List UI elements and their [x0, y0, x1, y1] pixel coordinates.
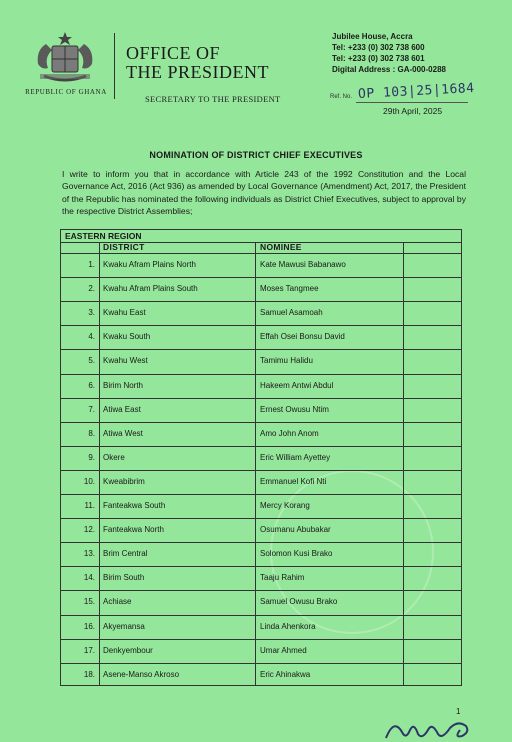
row-number: 15. [83, 597, 95, 607]
row-number: 4. [88, 332, 95, 342]
table-row [61, 398, 461, 422]
table-row [61, 301, 461, 325]
table-row [61, 422, 461, 446]
district-cell: Birim North [103, 380, 144, 390]
row-number: 10. [83, 476, 95, 486]
nominee-cell: Umar Ahmed [260, 645, 307, 655]
row-number: 18. [83, 669, 95, 679]
row-number: 8. [88, 428, 95, 438]
district-cell: Kwaku Afram Plains North [103, 260, 196, 269]
row-number: 16. [83, 621, 95, 631]
district-cell: Akyemansa [103, 621, 145, 631]
nominee-cell: Eric William Ayettey [260, 452, 331, 462]
nominee-cell: Amo John Anom [260, 428, 319, 438]
table-row [61, 494, 461, 518]
district-cell: Achiase [103, 597, 132, 607]
district-cell: Kwahu East [103, 308, 146, 318]
table-row [61, 349, 461, 373]
secretary-label: SECRETARY TO THE PRESIDENT [145, 94, 281, 104]
republic-label: REPUBLIC OF GHANA [25, 88, 107, 96]
address-line: Tel: +233 (0) 302 738 601 [332, 54, 425, 63]
row-number: 6. [88, 380, 95, 390]
nominee-cell: Osumanu Abubakar [260, 525, 331, 535]
district-cell: Birim South [103, 573, 145, 583]
district-cell: Kwahu Afram Plains South [103, 284, 198, 294]
letter-date: 29th April, 2025 [383, 106, 443, 116]
row-number: 17. [83, 645, 95, 655]
address-line: Tel: +233 (0) 302 738 600 [332, 43, 425, 52]
table-body [61, 253, 461, 685]
district-cell: Okere [103, 452, 125, 462]
page-number: 1 [456, 707, 461, 716]
district-cell: Fanteakwa North [103, 525, 164, 535]
table-row [61, 470, 461, 494]
table-row [61, 663, 461, 687]
district-cell: Atiwa East [103, 404, 141, 414]
row-number: 12. [83, 525, 95, 535]
row-number: 1. [88, 260, 95, 269]
office-title: OFFICE OF THE PRESIDENT [126, 43, 269, 82]
district-cell: Kwaku South [103, 332, 151, 342]
table-row [61, 566, 461, 590]
ref-number: OP 103|25|1684 [357, 80, 475, 103]
district-cell: Kweabibrim [103, 476, 145, 486]
address-line: Digital Address : GA-000-0288 [332, 65, 446, 74]
table-row [61, 253, 461, 277]
nominee-cell: Kate Mawusi Babanawo [260, 260, 346, 269]
letter-subject: NOMINATION OF DISTRICT CHIEF EXECUTIVES [149, 150, 363, 160]
row-number: 14. [83, 573, 95, 583]
column-header-nominee: NOMINEE [260, 242, 302, 252]
table-row [61, 277, 461, 301]
district-cell: Kwahu West [103, 356, 148, 366]
row-number: 2. [88, 284, 95, 294]
nominee-cell: Mercy Korang [260, 501, 310, 510]
nominee-cell: Taaju Rahim [260, 573, 305, 583]
ref-underline [356, 102, 468, 103]
nominee-cell: Effah Osei Bonsu David [260, 332, 345, 342]
coat-of-arms-icon [32, 30, 98, 86]
nominee-cell: Eric Ahinakwa [260, 669, 311, 679]
row-number: 9. [88, 452, 95, 462]
nominee-cell: Linda Ahenkora [260, 621, 316, 631]
nominee-cell: Samuel Owusu Brako [260, 597, 338, 607]
table-row [61, 542, 461, 566]
nominee-cell: Tamimu Halidu [260, 356, 313, 366]
table-row [61, 374, 461, 398]
table-row [61, 518, 461, 542]
row-number: 13. [83, 549, 95, 559]
table-row [61, 639, 461, 663]
row-number: 11. [84, 501, 95, 510]
nominee-table [60, 229, 462, 686]
district-cell: Brim Central [103, 549, 148, 559]
nominee-cell: Emmanuel Kofi Nti [260, 476, 327, 486]
row-number: 3. [88, 308, 95, 318]
signature [380, 712, 490, 742]
nominee-cell: Solomon Kusi Brako [260, 549, 333, 559]
region-header: EASTERN REGION [65, 231, 142, 241]
table-row [61, 615, 461, 639]
column-header-district: DISTRICT [103, 242, 145, 252]
header-divider [114, 33, 115, 99]
district-cell: Fanteakwa South [103, 501, 166, 510]
nominee-cell: Ernest Owusu Ntim [260, 404, 329, 414]
district-cell: Denkyembour [103, 645, 153, 655]
row-number: 5. [88, 356, 95, 366]
ref-label: Ref. No. [330, 94, 353, 100]
nominee-cell: Moses Tangmee [260, 284, 319, 294]
table-row [61, 590, 461, 614]
table-row [61, 325, 461, 349]
nominee-cell: Hakeem Antwi Abdul [260, 380, 334, 390]
district-cell: Atiwa West [103, 428, 143, 438]
district-cell: Asene-Manso Akroso [103, 669, 180, 679]
row-number: 7. [88, 404, 95, 414]
letter-body: I write to inform you that in accordance with Article 243 of the 1992 Constitution and the Local Governance Act, 2016 (Act 936) as amended by Local Governance (Amendment) Act, 2017, the President of the Republic has nominated the following individuals as District Chief Executives, subject to approval by the respective District Assemblies; [62, 169, 466, 217]
address-block [332, 31, 446, 75]
nominee-cell: Samuel Asamoah [260, 308, 323, 318]
address-line: Jubilee House, Accra [332, 32, 413, 41]
table-row [61, 446, 461, 470]
